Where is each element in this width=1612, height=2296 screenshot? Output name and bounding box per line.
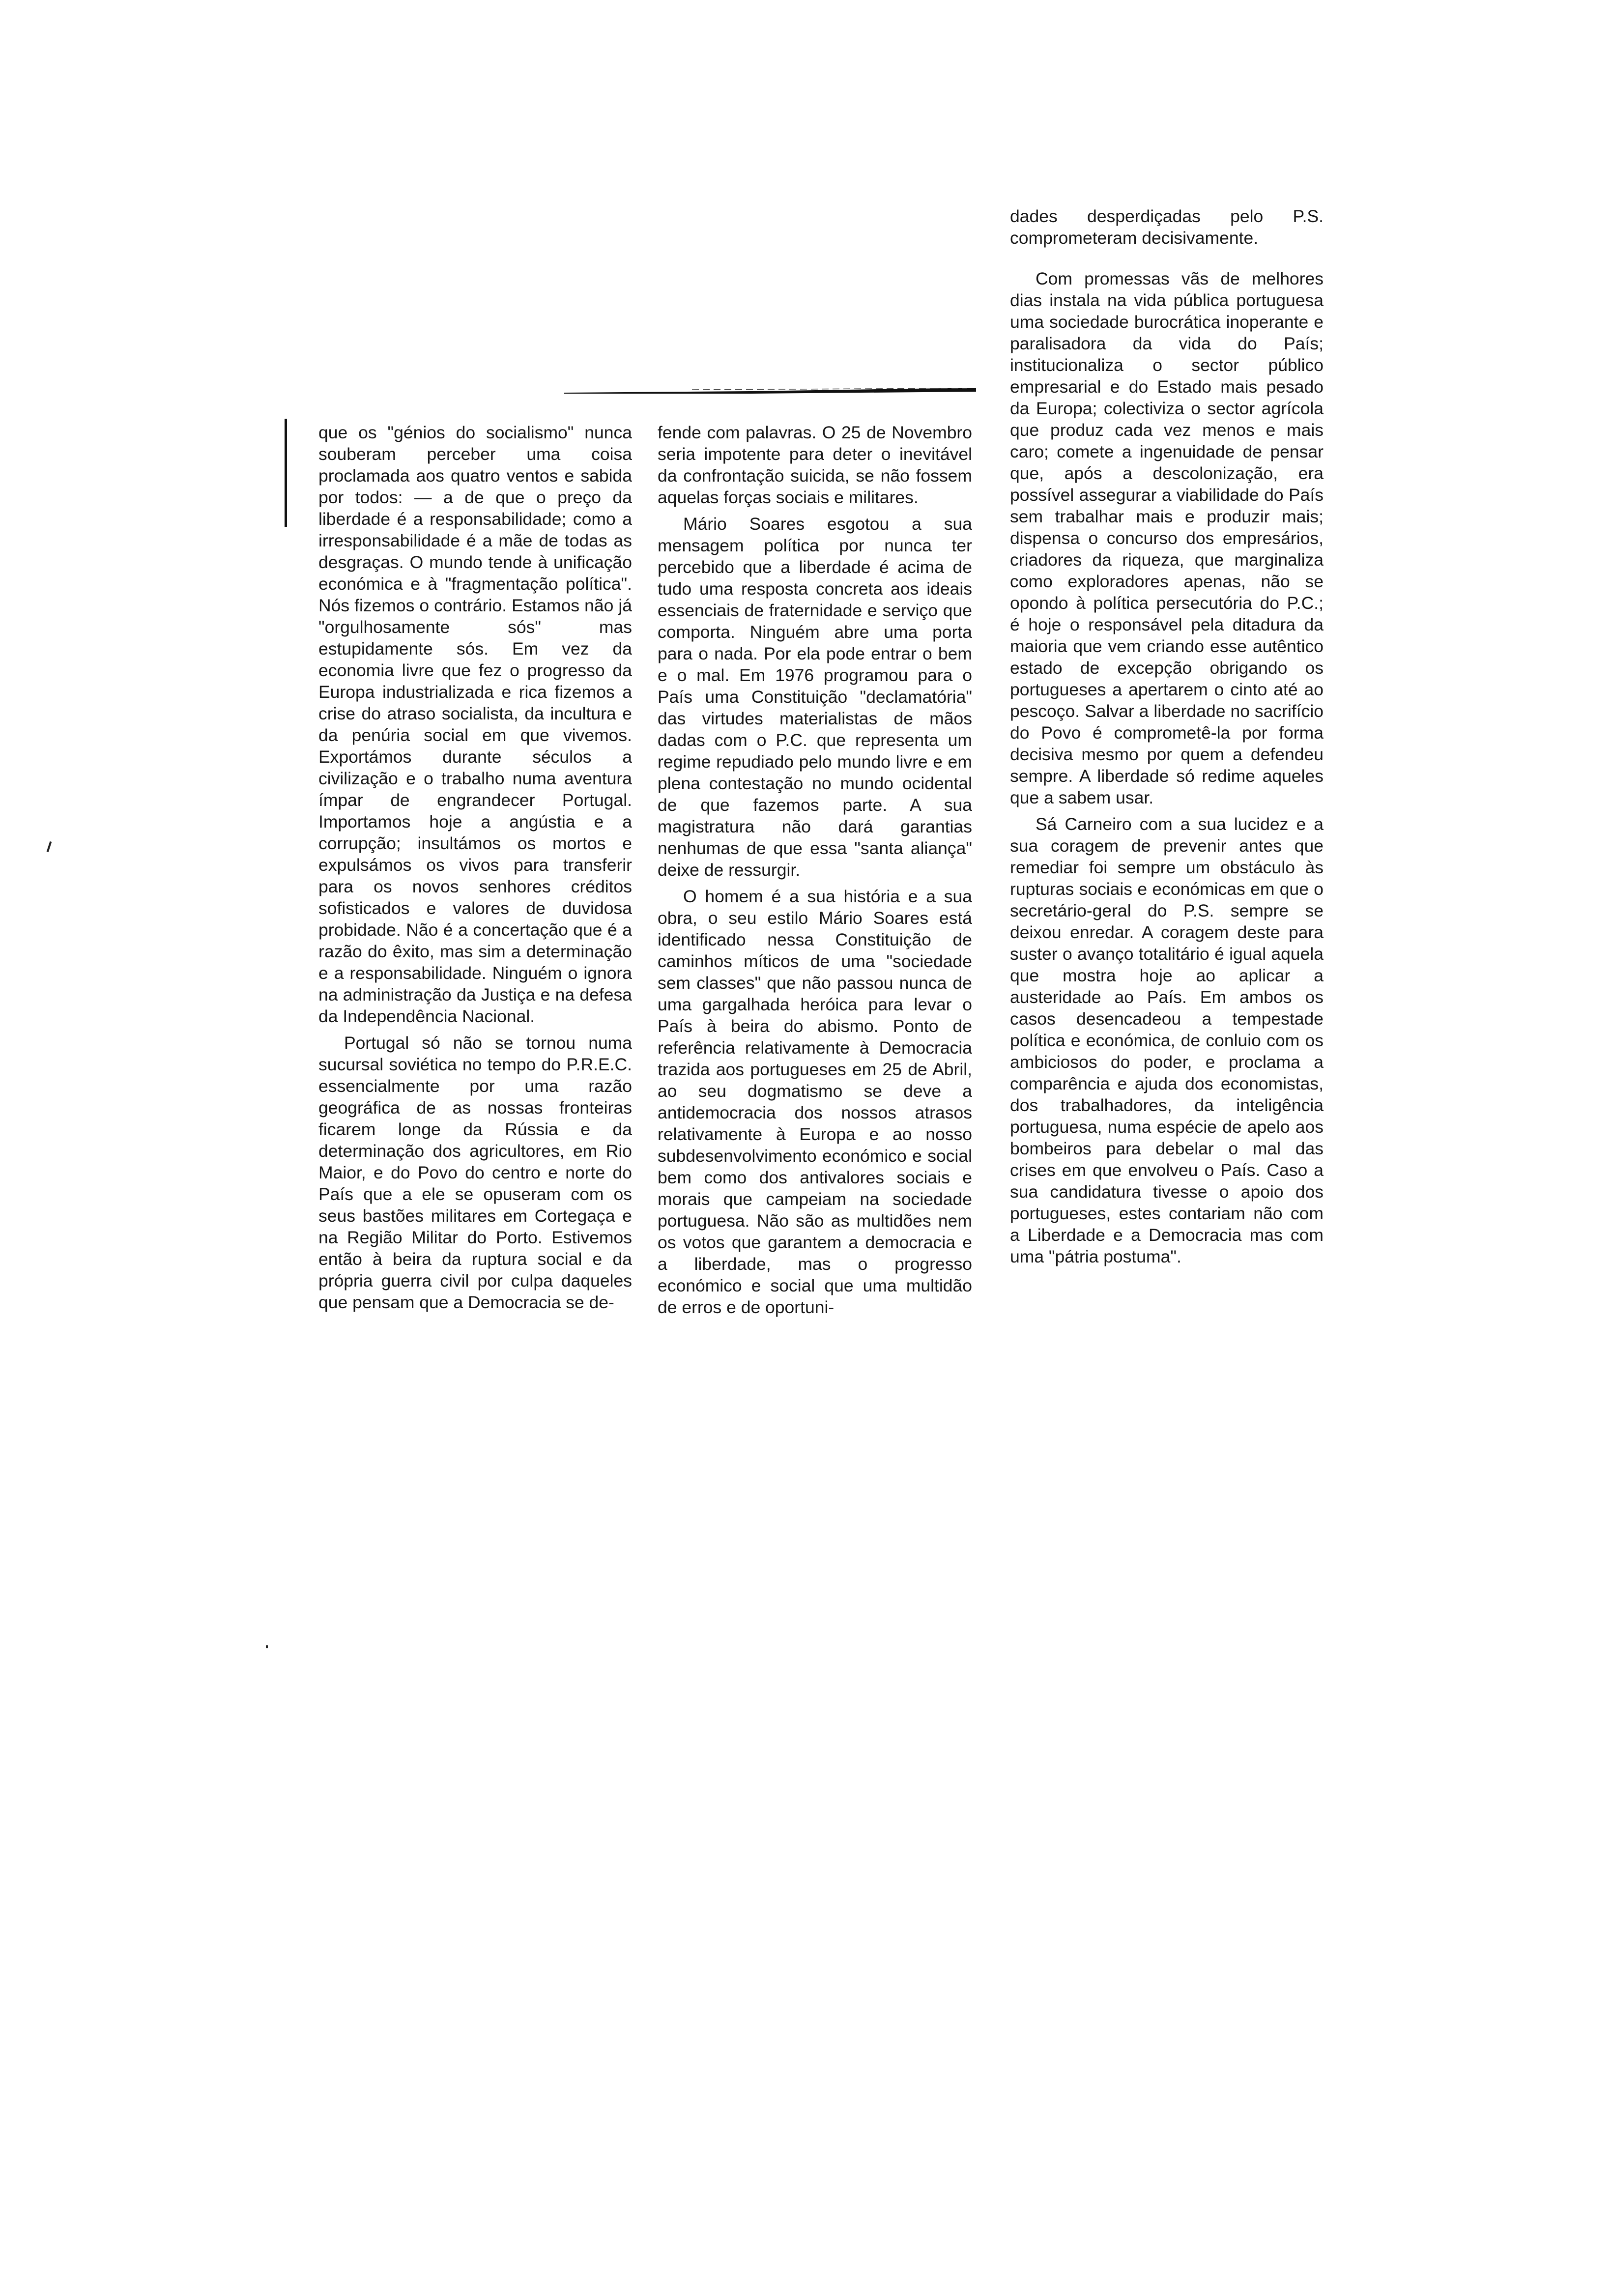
article-paragraph: fende com palavras. O 25 de Novembro seria impotente para deter o inevitável da confrontação suicida, se não fossem aquelas forças sociais e militares. (658, 423, 972, 507)
article-paragraph: Com promessas vãs de melhores dias instala na vida pública portuguesa uma sociedade burocrática inoperante e paralisadora da vida do País; institucionaliza o sector público empresarial e do Estado mais pesado da Europa; colectiviza o sector agrícola que produz cada vez menos e mais caro; comete a ingenuidade de pensar que, após a descolonização, era possível assegurar a viabilidade do País sem trabalhar mais e produzir mais; dispensa o concurso dos empresários, criadores da riqueza, que marginaliza como exploradores apenas, não se opondo à política persecutória do P.C.; é hoje o responsável pela ditadura da maioria que vem criando esse autêntico estado de excepção obrigando os portugueses a apertarem o cinto até ao pescoço. Salvar a liberdade no sacrifício do Povo é comprometê-la por forma decisiva mesmo por quem a defendeu sempre. A liberdade só redime aqueles que a sabem usar. (1010, 269, 1324, 807)
margin-mark (285, 419, 287, 527)
right-column (1010, 268, 1324, 1267)
article-paragraph: O homem é a sua história e a sua obra, o seu estilo Mário Soares está identificado nessa Constituição de caminhos míticos de uma "sociedade sem classes" que não passou nunca de uma gargalhada heróica para levar o País à beira do abismo. Ponto de referência relativamente à Democracia trazida aos portugueses em 25 de Abril, ao seu dogmatismo se deve a antidemocracia dos nossos atrasos relativamente à Europa e ao nosso subdesenvolvimento económico e social bem como dos antivalores sociais e morais que campeiam na sociedade portuguesa. Não são as multidões nem os votos que garantem a democracia e a liberdade, mas o progresso económico e social que uma multidão de erros e de oportuni- (658, 887, 972, 1317)
right-column-continuation (1010, 205, 1324, 249)
middle-column (658, 422, 972, 1318)
column-divider-rule (564, 387, 976, 395)
left-column (318, 422, 632, 1313)
article-paragraph: Portugal só não se tornou numa sucursal soviética no tempo do P.R.E.C. essencialmente por uma razão geográfica de as nossas fronteiras ficarem longe da Rússia e da determinação dos agricultores, em Rio Maior, e do Povo do centro e norte do País que a ele se opuseram com os seus bastões militares em Cortegaça e na Região Militar do Porto. Estivemos então à beira da ruptura social e da própria guerra civil por culpa daqueles que pensam que a Democracia se de- (318, 1033, 632, 1312)
scan-speck (47, 841, 52, 852)
article-paragraph: Mário Soares esgotou a sua mensagem política por nunca ter percebido que a liberdade é acima de tudo uma resposta concreta aos ideais essenciais de fraternidade e serviço que comporta. Ninguém abre uma porta para o nada. Por ela pode entrar o bem e o mal. Em 1976 programou para o País uma Constituição "declamatória" das virtudes materialistas de mãos dadas com o P.C. que representa um regime repudiado pelo mundo livre e em plena contestação no mundo ocidental de que fazemos parte. A sua magistratura não dará garantias nenhumas de que essa "santa aliança" deixe de ressurgir. (658, 514, 972, 880)
article-paragraph: dades desperdiçadas pelo P.S. comprometeram decisivamente. (1010, 206, 1324, 248)
scan-speck (266, 1645, 268, 1648)
article-paragraph: que os "génios do socialismo" nunca souberam perceber uma coisa proclamada aos quatro ventos e sabida por todos: — a de que o preço da liberdade é a responsabilidade; como a irresponsabilidade é a mãe de todas as desgraças. O mundo tende à unificação económica e à "fragmentação política". Nós fizemos o contrário. Estamos não já "orgulhosamente sós" mas estupidamente sós. Em vez da economia livre que fez o progresso da Europa industrializada e rica fizemos a crise do atraso socialista, da incultura e da penúria social em que vivemos. Exportámos durante séculos a civilização e o trabalho numa aventura ímpar de engrandecer Portugal. Importamos hoje a angústia e a corrupção; insultámos os mortos e expulsámos os vivos para transferir para os novos senhores créditos sofisticados e valores de duvidosa probidade. Não é a concertação que é a razão do êxito, mas sim a determinação e a responsabilidade. Ninguém o ignora na administração da Justiça e na defesa da Independência Nacional. (318, 423, 632, 1026)
article-paragraph: Sá Carneiro com a sua lucidez e a sua coragem de prevenir antes que remediar foi sempre um obstáculo às rupturas sociais e económicas em que o secretário-geral do P.S. sempre se deixou enredar. A coragem deste para suster o avanço totalitário é igual aquela que mostra hoje ao aplicar a austeridade ao País. Em ambos os casos desencadeou a tempestade política e económica, de conluio com os ambiciosos do poder, e proclama a comparência e ajuda dos economistas, dos trabalhadores, da inteligência portuguesa, numa espécie de apelo aos bombeiros para debelar o mal das crises em que envolveu o País. Caso a sua candidatura tivesse o apoio dos portugueses, estes contariam não com a Liberdade e a Democracia mas com uma "pátria postuma". (1010, 814, 1324, 1266)
